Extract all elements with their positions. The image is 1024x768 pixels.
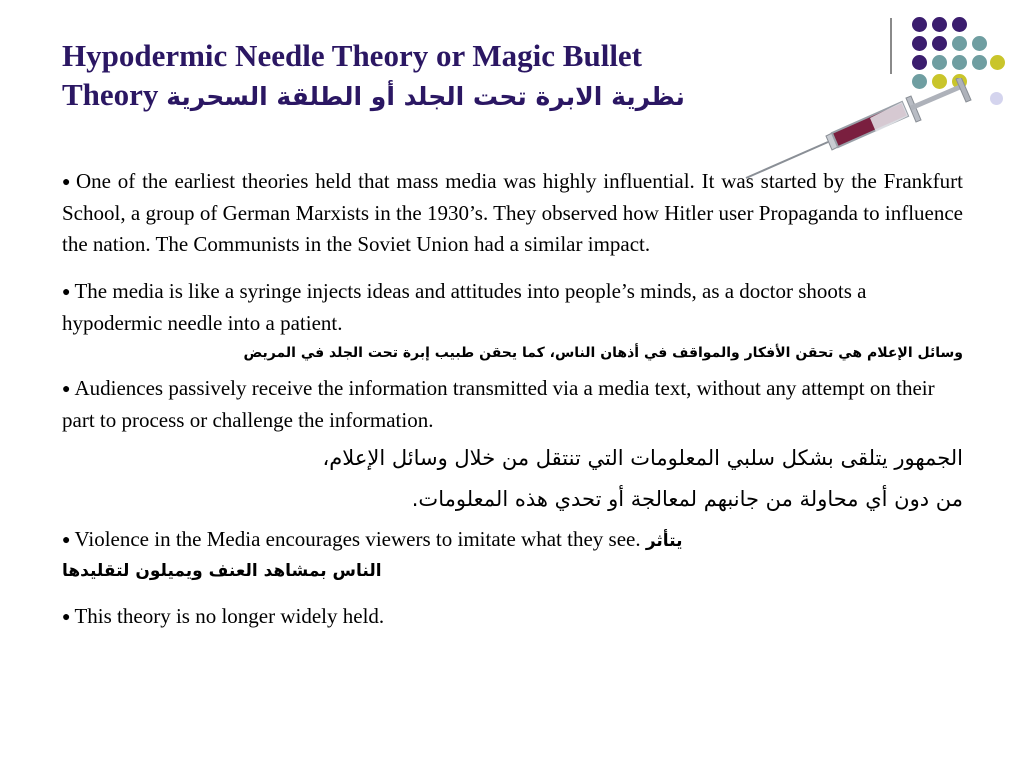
header-divider <box>890 18 892 74</box>
bullet-marker: ● <box>62 175 72 190</box>
bullet-text: Violence in the Media encourages viewers to imitate what they see. <box>74 527 641 551</box>
decorative-dot <box>932 36 947 51</box>
bullet-paragraph-3 <box>62 373 963 436</box>
decorative-dot <box>932 17 947 32</box>
bullet-marker: ● <box>62 610 71 625</box>
bullet-paragraph-4 <box>62 524 963 557</box>
decorative-dot <box>912 36 927 51</box>
decorative-dot <box>952 17 967 32</box>
decorative-dot <box>932 55 947 70</box>
decorative-dot <box>952 36 967 51</box>
slide-body <box>62 166 963 633</box>
bullet-text: This theory is no longer widely held. <box>74 604 385 628</box>
bullet-marker: ● <box>62 382 71 397</box>
bullet-paragraph-2 <box>62 276 963 339</box>
bullet-paragraph-5 <box>62 601 963 633</box>
arabic-translation-3 <box>62 438 963 520</box>
decorative-dot <box>972 36 987 51</box>
arabic-line: الجمهور يتلقى بشكل سلبي المعلومات التي تنتقل من خلال وسائل الإعلام، <box>322 446 963 470</box>
bullet-marker: ● <box>62 285 71 300</box>
bullet-text: One of the earliest theories held that mass media was highly influential. It was started by the Frankfurt School, a group of German Marxists in the 1930’s. They observed how Hitler user Propaganda to influence the nation. The Communists in the Soviet Union had a similar impact. <box>62 169 963 256</box>
slide-title <box>62 36 852 116</box>
arabic-inline-word: يتأثر <box>645 531 683 551</box>
decorative-dot <box>912 55 927 70</box>
title-line-1: Hypodermic Needle Theory or Magic Bullet <box>62 38 643 73</box>
bullet-paragraph-1 <box>62 166 963 260</box>
decorative-dot <box>990 55 1005 70</box>
title-line-2 <box>62 75 852 116</box>
arabic-line: من دون أي محاولة من جانبهم لمعالجة أو تحدي هذه المعلومات. <box>411 487 963 511</box>
decorative-dot <box>952 55 967 70</box>
title-arabic-part: نظرية الابرة تحت الجلد أو الطلقة السحرية <box>166 82 685 111</box>
decorative-dot <box>972 55 987 70</box>
arabic-translation-4: الناس بمشاهد العنف ويميلون لتقليدها <box>62 561 382 581</box>
decorative-dot <box>990 92 1003 105</box>
arabic-translation-2: وسائل الإعلام هي تحقن الأفكار والمواقف في أذهان الناس، كما يحقن طبيب إبرة تحت الجلد في المريض <box>243 345 963 361</box>
title-english-part: Theory <box>62 77 159 112</box>
decorative-dot <box>912 17 927 32</box>
bullet-marker: ● <box>62 533 71 548</box>
bullet-text: The media is like a syringe injects ideas and attitudes into people’s minds, as a doctor shoots a hypodermic needle into a patient. <box>62 279 867 335</box>
bullet-text: Audiences passively receive the information transmitted via a media text, without any attempt on their part to process or challenge the information. <box>62 376 935 432</box>
